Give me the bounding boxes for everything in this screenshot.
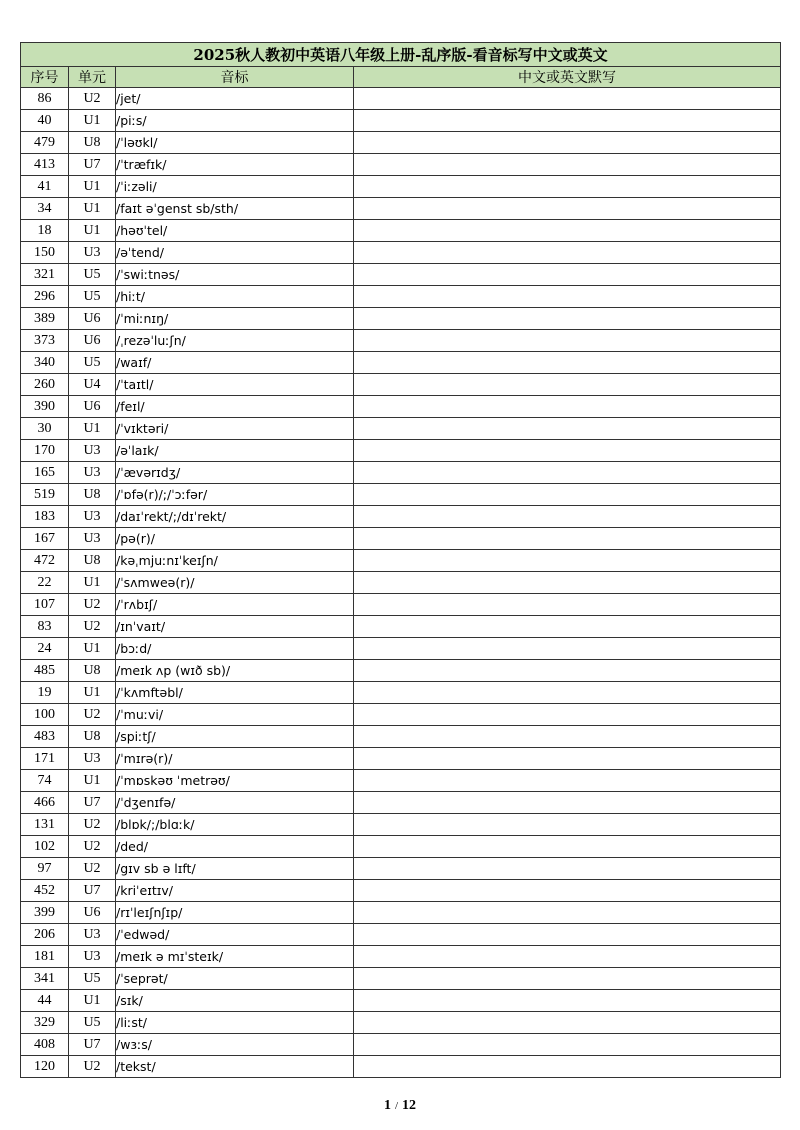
row-answer-blank[interactable] <box>354 858 781 880</box>
table-row <box>21 814 781 836</box>
table-row <box>21 594 781 616</box>
row-unit: U2 <box>69 858 116 880</box>
table-row <box>21 572 781 594</box>
row-answer-blank[interactable] <box>354 1034 781 1056</box>
row-number: 100 <box>21 704 69 726</box>
row-answer-blank[interactable] <box>354 396 781 418</box>
row-number: 479 <box>21 132 69 154</box>
row-number: 40 <box>21 110 69 132</box>
table-row <box>21 858 781 880</box>
page-number: 1 <box>383 1098 391 1113</box>
row-phonetic: /pə(r)/ <box>116 528 354 550</box>
row-phonetic: /spiːtʃ/ <box>116 726 354 748</box>
row-phonetic: /gɪv sb ə lɪft/ <box>116 858 354 880</box>
row-phonetic: /waɪf/ <box>116 352 354 374</box>
row-phonetic: /ˈɒfə(r)/;/ˈɔːfər/ <box>116 484 354 506</box>
row-answer-blank[interactable] <box>354 660 781 682</box>
row-phonetic: /ˈrʌbɪʃ/ <box>116 594 354 616</box>
row-unit: U1 <box>69 110 116 132</box>
row-unit: U5 <box>69 286 116 308</box>
row-phonetic: /ɪnˈvaɪt/ <box>116 616 354 638</box>
row-answer-blank[interactable] <box>354 308 781 330</box>
row-answer-blank[interactable] <box>354 88 781 110</box>
row-unit: U2 <box>69 616 116 638</box>
row-answer-blank[interactable] <box>354 1012 781 1034</box>
table-row <box>21 550 781 572</box>
row-answer-blank[interactable] <box>354 594 781 616</box>
page-footer <box>0 1098 800 1114</box>
row-answer-blank[interactable] <box>354 638 781 660</box>
row-number: 181 <box>21 946 69 968</box>
header-unit: 单元 <box>69 67 116 88</box>
table-row <box>21 836 781 858</box>
row-answer-blank[interactable] <box>354 418 781 440</box>
table-row <box>21 484 781 506</box>
row-number: 373 <box>21 330 69 352</box>
row-answer-blank[interactable] <box>354 1056 781 1078</box>
row-phonetic: /blɒk/;/blɑːk/ <box>116 814 354 836</box>
row-answer-blank[interactable] <box>354 880 781 902</box>
row-answer-blank[interactable] <box>354 352 781 374</box>
table-row <box>21 352 781 374</box>
row-number: 102 <box>21 836 69 858</box>
header-answer: 中文或英文默写 <box>354 67 781 88</box>
row-unit: U8 <box>69 726 116 748</box>
row-answer-blank[interactable] <box>354 132 781 154</box>
table-row <box>21 242 781 264</box>
row-phonetic: /ˈmɒskəʊ ˈmetrəʊ/ <box>116 770 354 792</box>
row-number: 466 <box>21 792 69 814</box>
row-unit: U3 <box>69 748 116 770</box>
row-phonetic: /ˈseprət/ <box>116 968 354 990</box>
table-row <box>21 132 781 154</box>
row-number: 390 <box>21 396 69 418</box>
row-unit: U2 <box>69 814 116 836</box>
table-row <box>21 660 781 682</box>
row-answer-blank[interactable] <box>354 682 781 704</box>
row-phonetic: /piːs/ <box>116 110 354 132</box>
row-answer-blank[interactable] <box>354 968 781 990</box>
row-unit: U7 <box>69 1034 116 1056</box>
row-unit: U1 <box>69 198 116 220</box>
row-unit: U2 <box>69 594 116 616</box>
row-unit: U5 <box>69 968 116 990</box>
row-answer-blank[interactable] <box>354 484 781 506</box>
row-answer-blank[interactable] <box>354 814 781 836</box>
row-answer-blank[interactable] <box>354 220 781 242</box>
row-answer-blank[interactable] <box>354 704 781 726</box>
row-unit: U3 <box>69 924 116 946</box>
row-answer-blank[interactable] <box>354 506 781 528</box>
table-row <box>21 990 781 1012</box>
row-number: 74 <box>21 770 69 792</box>
row-number: 206 <box>21 924 69 946</box>
row-phonetic: /feɪl/ <box>116 396 354 418</box>
table-row <box>21 1056 781 1078</box>
row-phonetic: /jet/ <box>116 88 354 110</box>
row-number: 34 <box>21 198 69 220</box>
table-row <box>21 330 781 352</box>
row-phonetic: /meɪk ʌp (wɪð sb)/ <box>116 660 354 682</box>
row-answer-blank[interactable] <box>354 572 781 594</box>
row-unit: U3 <box>69 440 116 462</box>
row-unit: U1 <box>69 682 116 704</box>
table-row <box>21 462 781 484</box>
row-unit: U7 <box>69 880 116 902</box>
row-number: 171 <box>21 748 69 770</box>
row-unit: U7 <box>69 792 116 814</box>
header-number: 序号 <box>21 67 69 88</box>
row-number: 413 <box>21 154 69 176</box>
table-row <box>21 88 781 110</box>
row-phonetic: /ˈmuːvi/ <box>116 704 354 726</box>
table-row <box>21 924 781 946</box>
table-row <box>21 1012 781 1034</box>
row-number: 321 <box>21 264 69 286</box>
row-number: 30 <box>21 418 69 440</box>
row-phonetic: /faɪt əˈgenst sb/sth/ <box>116 198 354 220</box>
row-phonetic: /ˈvɪktəri/ <box>116 418 354 440</box>
row-answer-blank[interactable] <box>354 550 781 572</box>
row-answer-blank[interactable] <box>354 110 781 132</box>
row-phonetic: /kəˌmjuːnɪˈkeɪʃn/ <box>116 550 354 572</box>
row-answer-blank[interactable] <box>354 726 781 748</box>
row-phonetic: /kriˈeɪtɪv/ <box>116 880 354 902</box>
table-row <box>21 968 781 990</box>
row-phonetic: /əˈlaɪk/ <box>116 440 354 462</box>
row-unit: U1 <box>69 220 116 242</box>
row-phonetic: /wɜːs/ <box>116 1034 354 1056</box>
row-number: 167 <box>21 528 69 550</box>
row-phonetic: /ˈedwəd/ <box>116 924 354 946</box>
row-phonetic: /həʊˈtel/ <box>116 220 354 242</box>
row-unit: U5 <box>69 264 116 286</box>
row-unit: U6 <box>69 396 116 418</box>
row-number: 472 <box>21 550 69 572</box>
row-answer-blank[interactable] <box>354 770 781 792</box>
table-row <box>21 638 781 660</box>
row-unit: U2 <box>69 704 116 726</box>
row-phonetic: /ˈiːzəli/ <box>116 176 354 198</box>
table-row <box>21 220 781 242</box>
table-row <box>21 110 781 132</box>
row-unit: U1 <box>69 418 116 440</box>
row-unit: U3 <box>69 946 116 968</box>
row-answer-blank[interactable] <box>354 176 781 198</box>
table-row <box>21 264 781 286</box>
row-number: 389 <box>21 308 69 330</box>
vocabulary-table <box>20 42 781 1078</box>
page-separator: / <box>394 1100 399 1112</box>
row-answer-blank[interactable] <box>354 374 781 396</box>
row-phonetic: /ˈtræfɪk/ <box>116 154 354 176</box>
row-number: 408 <box>21 1034 69 1056</box>
header-phonetic: 音标 <box>116 67 354 88</box>
row-phonetic: /ˈləʊkl/ <box>116 132 354 154</box>
table-row <box>21 374 781 396</box>
row-unit: U8 <box>69 550 116 572</box>
row-phonetic: /ˈsʌmweə(r)/ <box>116 572 354 594</box>
table-row <box>21 748 781 770</box>
row-answer-blank[interactable] <box>354 902 781 924</box>
row-number: 41 <box>21 176 69 198</box>
row-phonetic: /ded/ <box>116 836 354 858</box>
row-number: 97 <box>21 858 69 880</box>
row-number: 519 <box>21 484 69 506</box>
row-phonetic: /ˈævərɪdʒ/ <box>116 462 354 484</box>
table-row <box>21 286 781 308</box>
row-number: 24 <box>21 638 69 660</box>
row-number: 260 <box>21 374 69 396</box>
row-answer-blank[interactable] <box>354 528 781 550</box>
row-unit: U2 <box>69 1056 116 1078</box>
row-phonetic: /rɪˈleɪʃnʃɪp/ <box>116 902 354 924</box>
row-answer-blank[interactable] <box>354 154 781 176</box>
row-unit: U5 <box>69 1012 116 1034</box>
row-answer-blank[interactable] <box>354 198 781 220</box>
row-number: 170 <box>21 440 69 462</box>
table-row <box>21 418 781 440</box>
table-row <box>21 682 781 704</box>
row-unit: U6 <box>69 330 116 352</box>
row-number: 120 <box>21 1056 69 1078</box>
row-number: 18 <box>21 220 69 242</box>
row-number: 329 <box>21 1012 69 1034</box>
row-phonetic: /bɔːd/ <box>116 638 354 660</box>
row-number: 399 <box>21 902 69 924</box>
row-phonetic: /ˈdʒenɪfə/ <box>116 792 354 814</box>
row-unit: U8 <box>69 132 116 154</box>
row-phonetic: /ˈmiːnɪŋ/ <box>116 308 354 330</box>
row-answer-blank[interactable] <box>354 242 781 264</box>
table-row <box>21 616 781 638</box>
row-unit: U6 <box>69 902 116 924</box>
row-unit: U3 <box>69 242 116 264</box>
table-row <box>21 1034 781 1056</box>
row-phonetic: /sɪk/ <box>116 990 354 1012</box>
row-number: 86 <box>21 88 69 110</box>
table-row <box>21 528 781 550</box>
row-phonetic: /meɪk ə mɪˈsteɪk/ <box>116 946 354 968</box>
row-unit: U3 <box>69 528 116 550</box>
sheet-title: 2025秋人教初中英语八年级上册-乱序版-看音标写中文或英文 <box>21 43 781 67</box>
row-unit: U1 <box>69 638 116 660</box>
row-number: 150 <box>21 242 69 264</box>
row-unit: U1 <box>69 572 116 594</box>
row-number: 131 <box>21 814 69 836</box>
row-number: 22 <box>21 572 69 594</box>
table-body <box>21 88 781 1078</box>
row-number: 340 <box>21 352 69 374</box>
row-unit: U4 <box>69 374 116 396</box>
table-row <box>21 154 781 176</box>
row-unit: U1 <box>69 176 116 198</box>
row-number: 483 <box>21 726 69 748</box>
row-answer-blank[interactable] <box>354 924 781 946</box>
row-number: 183 <box>21 506 69 528</box>
row-answer-blank[interactable] <box>354 748 781 770</box>
row-number: 341 <box>21 968 69 990</box>
row-phonetic: /ˈswiːtnəs/ <box>116 264 354 286</box>
row-number: 107 <box>21 594 69 616</box>
row-number: 296 <box>21 286 69 308</box>
row-phonetic: /əˈtend/ <box>116 242 354 264</box>
row-phonetic: /hiːt/ <box>116 286 354 308</box>
row-unit: U1 <box>69 990 116 1012</box>
row-phonetic: /ˈtaɪtl/ <box>116 374 354 396</box>
table-row <box>21 396 781 418</box>
table-row <box>21 198 781 220</box>
row-number: 485 <box>21 660 69 682</box>
table-row <box>21 440 781 462</box>
table-row <box>21 946 781 968</box>
table-row <box>21 902 781 924</box>
table-row <box>21 770 781 792</box>
row-number: 165 <box>21 462 69 484</box>
row-number: 19 <box>21 682 69 704</box>
row-unit: U3 <box>69 506 116 528</box>
table-row <box>21 792 781 814</box>
row-unit: U2 <box>69 88 116 110</box>
row-answer-blank[interactable] <box>354 990 781 1012</box>
row-phonetic: /ˌrezəˈluːʃn/ <box>116 330 354 352</box>
row-answer-blank[interactable] <box>354 330 781 352</box>
row-phonetic: /tekst/ <box>116 1056 354 1078</box>
row-unit: U8 <box>69 660 116 682</box>
row-answer-blank[interactable] <box>354 264 781 286</box>
row-number: 44 <box>21 990 69 1012</box>
row-unit: U1 <box>69 770 116 792</box>
row-answer-blank[interactable] <box>354 792 781 814</box>
row-phonetic: /daɪˈrekt/;/dɪˈrekt/ <box>116 506 354 528</box>
row-phonetic: /ˈkʌmftəbl/ <box>116 682 354 704</box>
table-row <box>21 726 781 748</box>
table-row <box>21 506 781 528</box>
row-answer-blank[interactable] <box>354 836 781 858</box>
row-answer-blank[interactable] <box>354 616 781 638</box>
table-row <box>21 176 781 198</box>
row-answer-blank[interactable] <box>354 946 781 968</box>
row-unit: U3 <box>69 462 116 484</box>
row-answer-blank[interactable] <box>354 286 781 308</box>
row-phonetic: /ˈmɪrə(r)/ <box>116 748 354 770</box>
row-unit: U7 <box>69 154 116 176</box>
row-number: 83 <box>21 616 69 638</box>
table-row <box>21 704 781 726</box>
row-phonetic: /liːst/ <box>116 1012 354 1034</box>
row-answer-blank[interactable] <box>354 440 781 462</box>
row-unit: U6 <box>69 308 116 330</box>
page-total: 12 <box>402 1098 417 1113</box>
table-row <box>21 880 781 902</box>
row-unit: U2 <box>69 836 116 858</box>
row-answer-blank[interactable] <box>354 462 781 484</box>
row-unit: U8 <box>69 484 116 506</box>
row-unit: U5 <box>69 352 116 374</box>
table-row <box>21 308 781 330</box>
row-number: 452 <box>21 880 69 902</box>
